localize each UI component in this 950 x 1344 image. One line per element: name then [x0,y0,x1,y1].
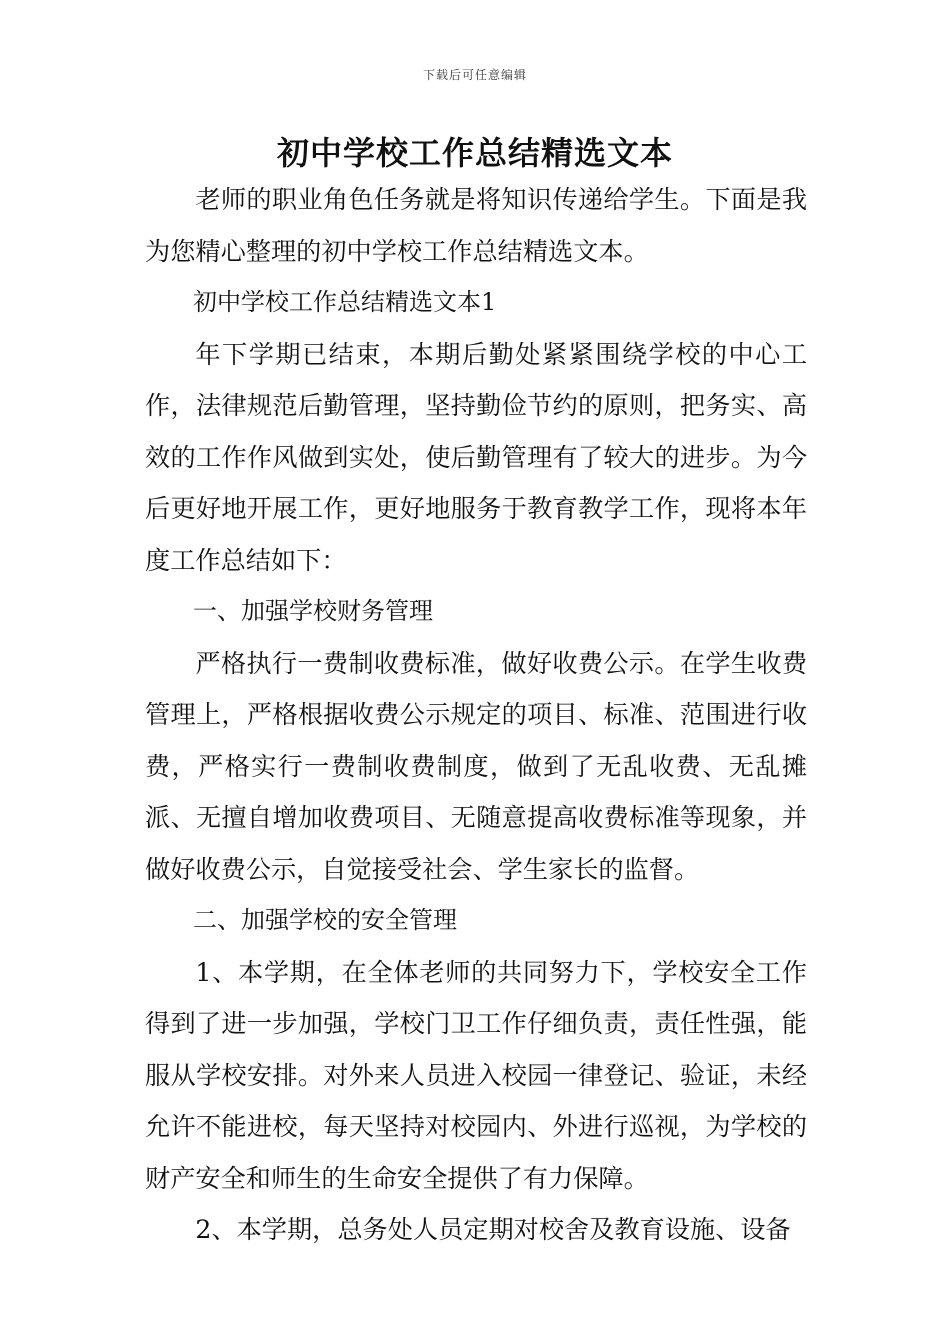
finance-paragraph: 严格执行一费制收费标准，做好收费公示。在学生收费管理上，严格根据收费公示规定的项目、标准、范围进行收费，严格实行一费制收费制度，做到了无乱收费、无乱摊派、无擅自增加收费项目、无随意提高收费标准等现象，并做好收费公示，自觉接受社会、学生家长的监督。 [145,648,807,884]
safety-paragraph-1: 1、本学期，在全体老师的共同努力下，学校安全工作得到了进一步加强，学校门卫工作仔细负责，责任性强，能服从学校安排。对外来人员进入校园一律登记、验证，未经允许不能进校，每天坚持对校园内、外进行巡视，为学校的财产安全和师生的生命安全提供了有力保障。 [145,957,807,1193]
section-heading-finance: 一、加强学校财务管理 [193,597,433,625]
intro-paragraph: 老师的职业角色任务就是将知识传递给学生。下面是我为您精心整理的初中学校工作总结精选文本。 [145,185,807,266]
document-body [145,174,807,1256]
safety-paragraph-2: 2、本学期，总务处人员定期对校舍及教育设施、设备 [195,1215,791,1244]
section-heading-safety: 二、加强学校的安全管理 [193,906,457,934]
header-note: 下载后可任意编辑 [422,68,527,82]
section-heading-text-1: 初中学校工作总结精选文本1 [193,288,497,316]
document-title: 初中学校工作总结精选文本 [276,134,673,172]
summary-intro-paragraph: 年下学期已结束，本期后勤处紧紧围绕学校的中心工作，法律规范后勤管理，坚持勤俭节约的原则，把务实、高效的工作作风做到实处，使后勤管理有了较大的进步。为今后更好地开展工作，更好地服务于教育教学工作，现将本年度工作总结如下： [145,339,807,575]
